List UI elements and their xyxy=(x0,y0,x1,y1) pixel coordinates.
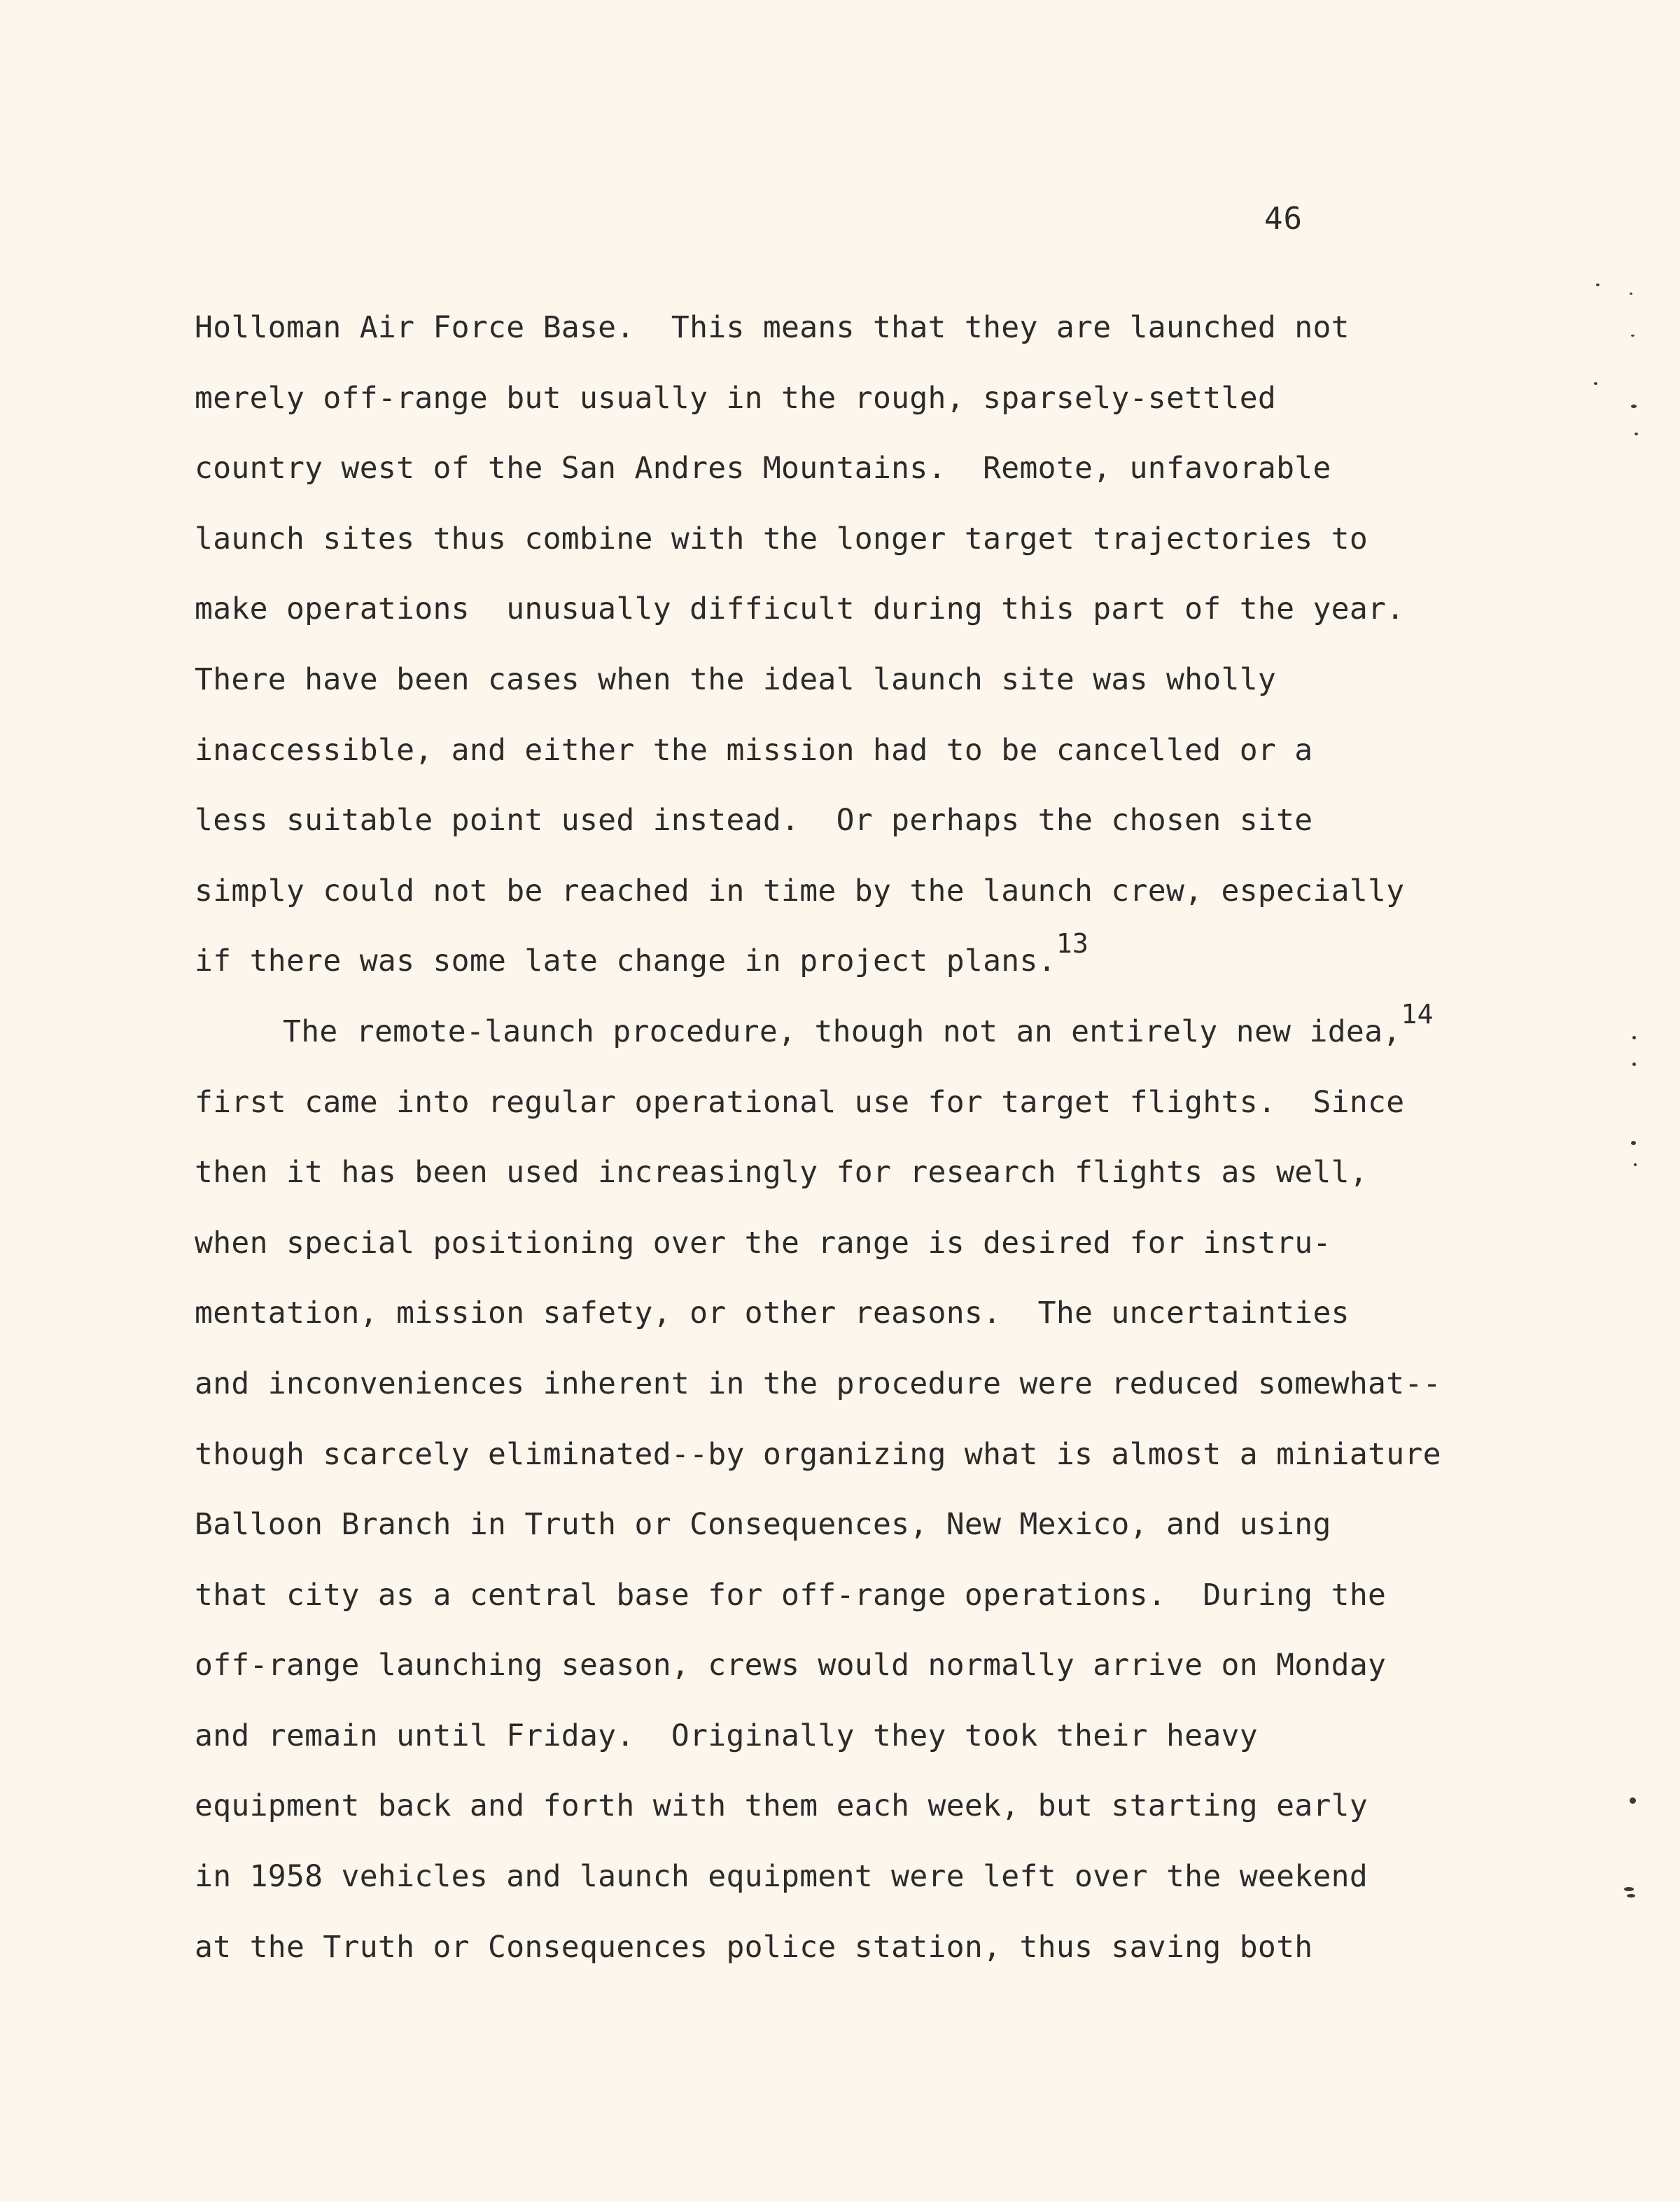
line-text: first came into regular operational use for target flights. Since xyxy=(195,1084,1405,1120)
line-text: in 1958 vehicles and launch equipment were left over the weekend xyxy=(195,1859,1368,1895)
text-line xyxy=(195,1222,1427,1293)
text-line xyxy=(195,1081,1427,1152)
text-line xyxy=(195,588,1427,659)
line-text: equipment back and forth with them each week, but starting early xyxy=(195,1788,1368,1824)
scan-speck xyxy=(1634,433,1638,435)
text-line xyxy=(195,1503,1427,1574)
text-line xyxy=(195,870,1427,941)
text-line xyxy=(195,799,1427,870)
text-line xyxy=(195,1856,1427,1926)
text-line xyxy=(195,377,1427,448)
paragraph-first-line xyxy=(195,998,1434,1081)
footnote-marker: 14 xyxy=(1401,998,1434,1030)
text-line xyxy=(195,1292,1427,1363)
text-line xyxy=(195,659,1427,729)
text-line xyxy=(195,1363,1441,1433)
scan-speck xyxy=(1630,1797,1636,1804)
scan-speck xyxy=(1631,1141,1636,1145)
line-text: Balloon Branch in Truth or Consequences, New Mexico, and using xyxy=(195,1507,1331,1543)
line-text: if there was some late change in project plans. xyxy=(195,944,1056,979)
page-number: 46 xyxy=(1264,201,1303,237)
line-text: then it has been used increasingly for research flights as well, xyxy=(195,1155,1368,1191)
line-text: and remain until Friday. Originally they took their heavy xyxy=(195,1718,1258,1753)
text-line xyxy=(195,1644,1427,1715)
body-text xyxy=(195,307,1441,1996)
scan-speck xyxy=(1632,1063,1636,1066)
scan-speck xyxy=(1631,335,1634,337)
text-line xyxy=(195,447,1427,518)
scan-speck xyxy=(1596,283,1600,286)
text-line xyxy=(195,1785,1427,1856)
footnote-marker: 13 xyxy=(1056,928,1089,960)
line-text: off-range launching season, crews would normally arrive on Monday xyxy=(195,1648,1387,1683)
line-text: launch sites thus combine with the longer target trajectories to xyxy=(195,521,1368,556)
text-line xyxy=(195,928,1427,1011)
line-text: The remote-launch procedure, though not an entirely new idea, xyxy=(283,1014,1401,1049)
line-text: mentation, mission safety, or other reasons. The uncertainties xyxy=(195,1296,1350,1331)
scan-speck xyxy=(1632,1036,1636,1039)
line-text: make operations unusually difficult during this part of the year. xyxy=(195,591,1405,627)
line-text: that city as a central base for off-range operations. During the xyxy=(195,1577,1387,1613)
scan-speck xyxy=(1627,1894,1635,1898)
line-text: and inconveniences inherent in the procedure were reduced somewhat-- xyxy=(195,1366,1441,1401)
line-text: though scarcely eliminated--by organizing what is almost a miniature xyxy=(195,1436,1441,1472)
text-line xyxy=(195,1574,1427,1645)
scan-speck xyxy=(1594,382,1597,385)
text-line xyxy=(195,729,1427,800)
line-text: less suitable point used instead. Or perhaps the chosen site xyxy=(195,803,1313,839)
line-text: country west of the San Andres Mountains. Remote, unfavorable xyxy=(195,451,1331,486)
text-line xyxy=(195,518,1427,589)
text-line xyxy=(195,1151,1427,1222)
line-text: There have been cases when the ideal launch site was wholly xyxy=(195,661,1277,697)
line-text: at the Truth or Consequences police station, thus saving both xyxy=(195,1929,1313,1965)
line-text: merely off-range but usually in the rough, sparsely-settled xyxy=(195,380,1277,416)
line-text: inaccessible, and either the mission had to be cancelled or a xyxy=(195,732,1313,768)
scan-speck xyxy=(1631,405,1637,408)
line-text: Holloman Air Force Base. This means that they are launched not xyxy=(195,310,1350,345)
text-line xyxy=(195,307,1427,377)
line-text: when special positioning over the range is desired for instru- xyxy=(195,1225,1331,1261)
line-text: simply could not be reached in time by the launch crew, especially xyxy=(195,873,1405,909)
text-line xyxy=(195,1433,1441,1504)
scan-speck xyxy=(1624,1887,1634,1891)
scan-speck xyxy=(1634,1163,1637,1166)
scan-speck xyxy=(1630,293,1632,295)
text-line xyxy=(195,1926,1427,1997)
text-line xyxy=(195,1715,1427,1786)
